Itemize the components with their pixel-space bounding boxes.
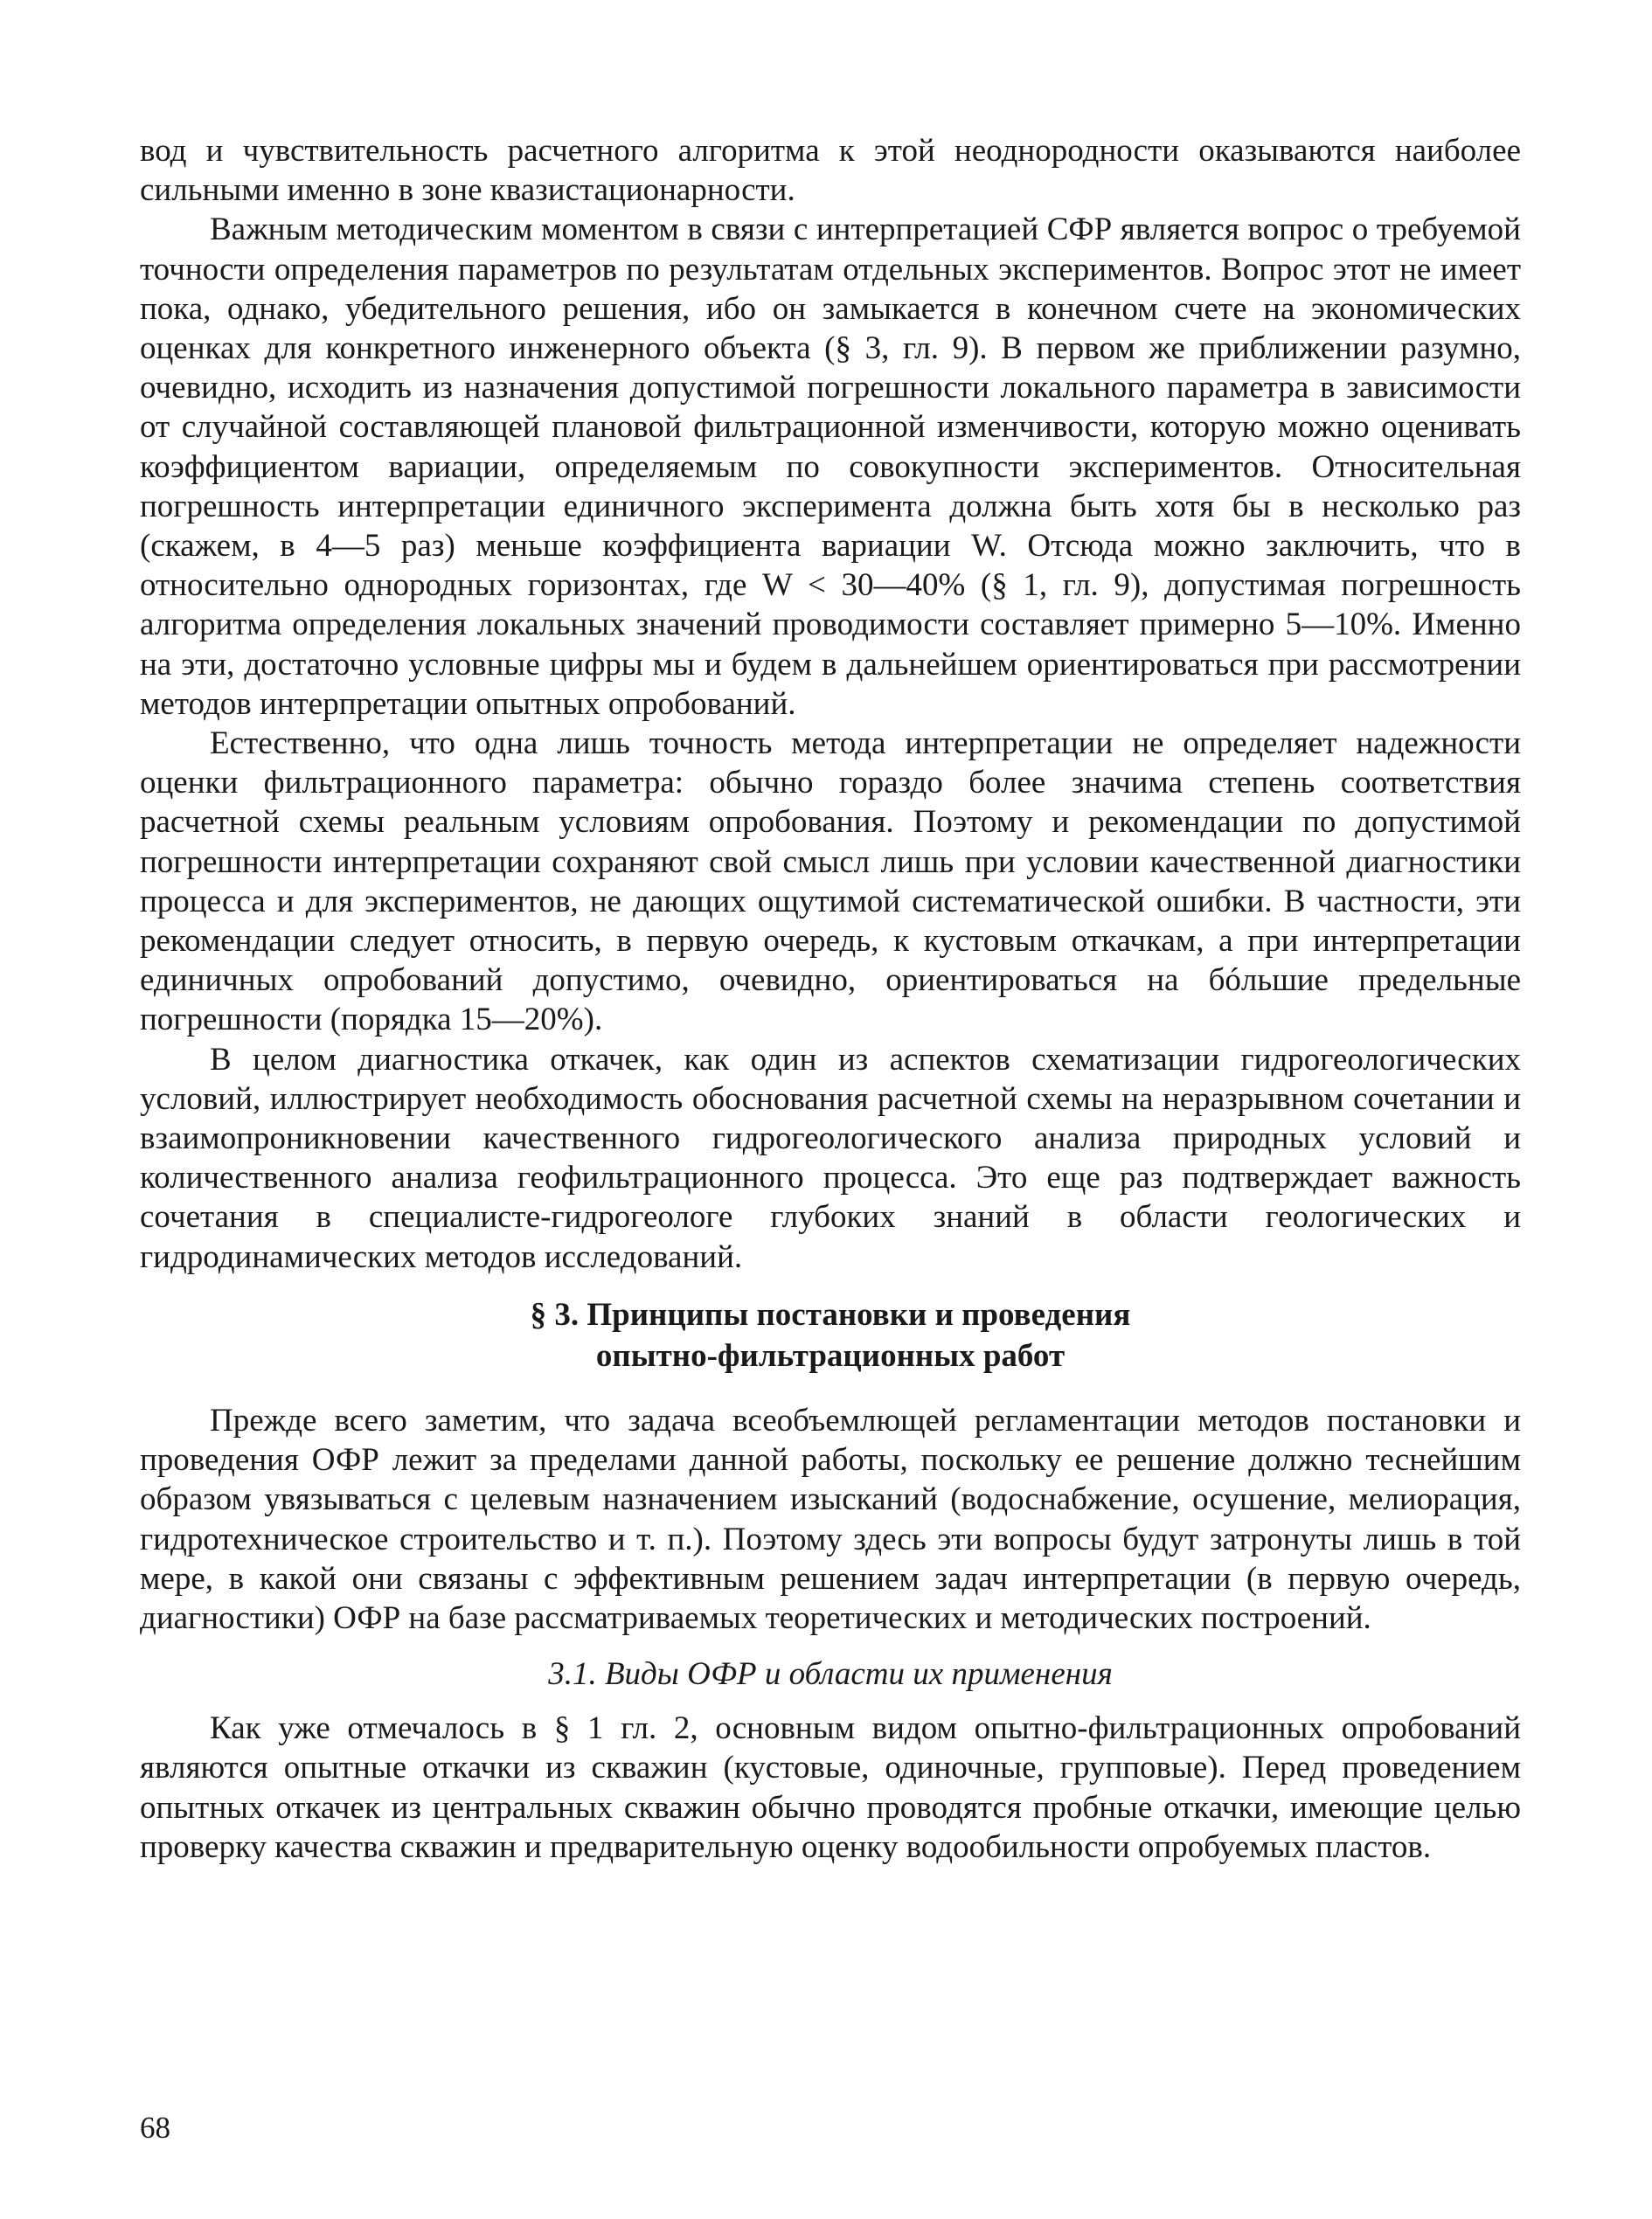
paragraph-section-intro: Прежде всего заметим, что задача всеобъемлющей регламентации методов постановки и проведения ОФР лежит за пределами данной работы, поскольку ее решение должно теснейшим образом увязываться с целевым назначением изысканий (водоснабжение, осушение, мелиорация, гидротехническое строительство и т. п.). Поэтому здесь эти вопросы будут затронуты лишь в той мере, в какой они связаны с эффективным решением задач интерпретации (в первую очередь, диагностики) ОФР на базе рассматриваемых теоретических и методических построений. [140,1402,1521,1636]
page-number: 68 [140,2111,170,2145]
page-body [140,131,1521,1867]
subsection-heading: 3.1. Виды ОФР и области их применения [548,1656,1113,1693]
section-heading [140,1294,1521,1376]
section-heading-line-2: опытно-фильтрационных работ [595,1337,1065,1374]
paragraph-diagnostics: В целом диагностика откачек, как один из аспектов схематизации гидрогеологических условий, иллюстрирует необходимость обоснования расчетной схемы на неразрывном сочетании и взаимопроникновении качественного гидрогеологического анализа природных условий и количественного анализа геофильтрационного процесса. Это еще раз подтверждает важность сочетания в специалисте-гидрогеологе глубоких знаний в области геологических и гидродинамических методов исследований. [140,1041,1521,1275]
paragraph-subsection-intro: Как уже отмечалось в § 1 гл. 2, основным видом опытно-фильтрационных опробований являются опытные откачки из скважин (кустовые, одиночные, групповые). Перед проведением опытных откачек из центральных скважин обычно проводятся пробные откачки, имеющие целью проверку качества скважин и предварительную оценку водообильности опробуемых пластов. [140,1710,1521,1865]
paragraph-precision: Важным методическим моментом в связи с интерпретацией СФР является вопрос о требуемой точности определения параметров по результатам отдельных экспериментов. Вопрос этот не имеет пока, однако, убедительного решения, ибо он замыкается в конечном счете на экономических оценках для конкретного инженерного объекта (§ 3, гл. 9). В первом же приближении разумно, очевидно, исходить из назначения допустимой погрешности локального параметра в зависимости от случайной составляющей плановой фильтрационной изменчивости, которую можно оценивать коэффициентом вариации, определяемым по совокупности экспериментов. Относительная погрешность интерпретации единичного эксперимента должна быть хотя бы в несколько раз (скажем, в 4—5 раз) меньше коэффициента вариации W. Отсюда можно заключить, что в относительно однородных горизонтах, где W < 30—40% (§ 1, гл. 9), допустимая погрешность алгоритма определения локальных значений проводимости составляет примерно 5—10%. Именно на эти, достаточно условные цифры мы и будем в дальнейшем ориентироваться при рассмотрении методов интерпретации опытных опробований. [140,211,1521,722]
paragraph-continuation: вод и чувствительность расчетного алгоритма к этой неоднородности оказываются наиболее сильными именно в зоне квазистационарности. [140,133,1521,209]
section-heading-line-1: § 3. Принципы постановки и проведения [530,1296,1131,1333]
paragraph-reliability: Естественно, что одна лишь точность метода интерпретации не определяет надежности оценки фильтрационного параметра: обычно гораздо более значима степень соответствия расчетной схемы реальным условиям опробования. Поэтому и рекомендации по допустимой погрешности интерпретации сохраняют свой смысл лишь при условии качественной диагностики процесса и для экспериментов, не дающих ощутимой систематической ошибки. В частности, эти рекомендации следует относить, в первую очередь, к кустовым откачкам, а при интерпретации единичных опробований допустимо, очевидно, ориентироваться на бóльшие предельные погрешности (порядка 15—20%). [140,725,1521,1038]
